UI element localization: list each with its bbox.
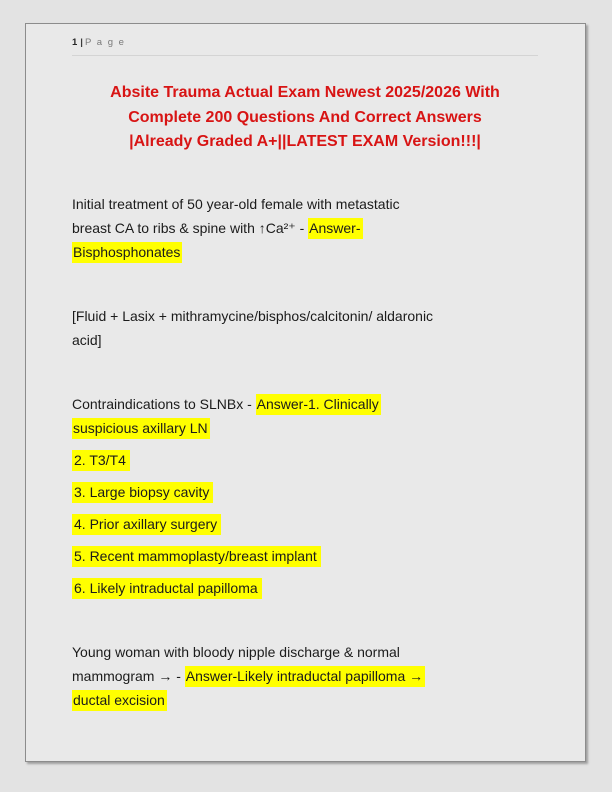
page-header-separator: |	[80, 37, 83, 48]
note-1	[72, 304, 538, 352]
answer-highlight: Answer-	[308, 218, 362, 239]
question-3-line-2	[72, 664, 538, 688]
answer-highlight: 4. Prior axillary surgery	[72, 514, 221, 535]
question-3-text: mammogram → -	[72, 667, 185, 684]
answer-highlight: Answer-Likely intraductal papilloma →	[185, 666, 425, 687]
answer-highlight: Bisphosphonates	[72, 242, 182, 263]
question-3-line-3	[72, 688, 538, 712]
question-2-line-2	[72, 416, 538, 440]
answer-highlight: Answer-1. Clinically	[256, 394, 381, 415]
document-body	[72, 192, 538, 712]
answer-list-item-6	[72, 576, 538, 600]
note-1-text: [Fluid + Lasix + mithramycine/bisphos/calcitonin/ aldaronic	[72, 307, 434, 324]
page-header	[72, 37, 538, 56]
document-page	[25, 23, 586, 762]
title-line-1: Absite Trauma Actual Exam Newest 2025/2026 With	[110, 84, 500, 101]
question-1-text: breast CA to ribs & spine with ↑Ca²⁺ -	[72, 219, 309, 236]
question-1	[72, 192, 538, 264]
question-1-line-2	[72, 216, 538, 240]
answer-highlight: suspicious axillary LN	[72, 418, 210, 439]
question-3-line-1	[72, 640, 538, 664]
question-3	[72, 640, 538, 712]
page-header-label: P a g e	[84, 37, 126, 48]
answer-highlight: 3. Large biopsy cavity	[72, 482, 213, 503]
title-line-2: Complete 200 Questions And Correct Answers	[128, 108, 482, 126]
question-1-line-1	[72, 192, 538, 216]
page-number: 1	[72, 37, 79, 48]
answer-list-item-4	[72, 512, 538, 536]
question-1-line-3	[72, 240, 538, 264]
answer-list-item-5	[72, 544, 538, 568]
title-line-3: |Already Graded A+||LATEST EXAM Version!!!|	[129, 133, 481, 150]
document-title	[72, 81, 538, 155]
note-1-text: acid]	[72, 331, 102, 348]
question-3-text: Young woman with bloody nipple discharge & normal	[72, 643, 400, 660]
question-1-text: Initial treatment of 50 year-old female with metastatic	[72, 195, 400, 212]
answer-list-item-3	[72, 480, 538, 504]
answer-highlight: 6. Likely intraductal papilloma	[72, 578, 262, 599]
answer-highlight: ductal excision	[72, 690, 167, 711]
answer-highlight: 5. Recent mammoplasty/breast implant	[72, 546, 321, 567]
question-2	[72, 392, 538, 440]
answer-list-item-2	[72, 448, 538, 472]
answer-highlight: 2. T3/T4	[72, 450, 130, 471]
note-1-line-1	[72, 304, 538, 328]
question-2-text: Contraindications to SLNBx -	[72, 395, 256, 412]
question-2-line-1	[72, 392, 538, 416]
note-1-line-2	[72, 328, 538, 352]
